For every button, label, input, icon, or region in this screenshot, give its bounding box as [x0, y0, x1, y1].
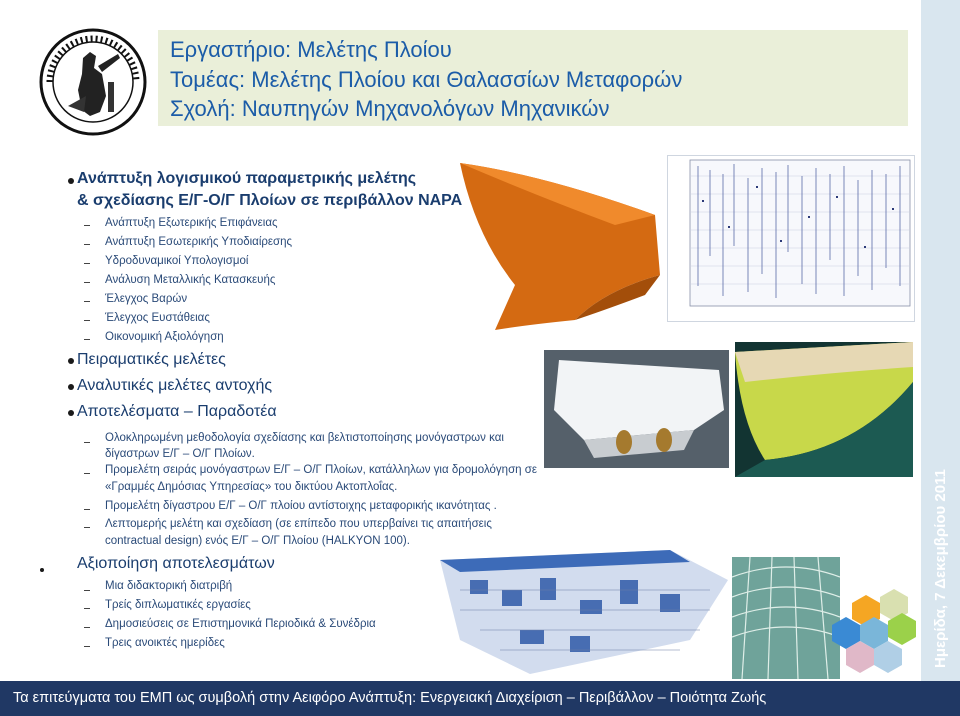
- dash: [84, 509, 90, 510]
- orange-hull-image: [455, 155, 665, 335]
- school-title: Σχολή: Ναυπηγών Μηχανολόγων Μηχανικών: [170, 96, 610, 121]
- footer-bar: [0, 681, 960, 716]
- bullet-software-1: Ανάπτυξη λογισμικού παραμετρικής μελέτης: [77, 170, 417, 187]
- bullet-exploitation: Αξιοποίηση αποτελεσμάτων: [77, 555, 275, 572]
- bullet-dot: [68, 384, 74, 390]
- sub-item: Τρείς διπλωματικές εργασίες: [105, 599, 251, 611]
- sub-item: Έλεγχος Ευστάθειας: [105, 312, 210, 324]
- sub-item-cont: contractual design) ενός Ε/Γ – Ο/Γ Πλοίου (HALKYON 100).: [105, 535, 410, 547]
- sub-item: Έλεγχος Βαρών: [105, 293, 188, 305]
- dash: [84, 339, 90, 340]
- bullet-results: Αποτελέσματα – Παραδοτέα: [77, 403, 277, 420]
- sector-title: Τομέας: Μελέτης Πλοίου και Θαλασσίων Μεταφορών: [170, 67, 683, 92]
- hexagon-emblem: [824, 585, 920, 677]
- bullet-experimental: Πειραματικές μελέτες: [77, 351, 226, 368]
- bullet-dot: [68, 358, 74, 364]
- footer-text: Τα επιτεύγματα του ΕΜΠ ως συμβολή στην Αειφόρο Ανάπτυξη: Ενεργειακή Διαχείριση – Περιβάλλον – Ποιότητα Ζωής: [13, 690, 767, 706]
- ship-structure-model: [440, 550, 730, 678]
- sub-item: Δημοσιεύσεις σε Επιστημονικά Περιοδικά & Συνέδρια: [105, 618, 376, 630]
- sub-item: Οικονομική Αξιολόγηση: [105, 331, 224, 343]
- sub-item: Ολοκληρωμένη μεθοδολογία σχεδίασης και βελτιστοποίησης μονόγαστρων και: [105, 432, 504, 444]
- dash: [84, 608, 90, 609]
- white-hull-model-photo: [544, 350, 729, 468]
- bullet-dot: [68, 178, 74, 184]
- bullet-software-2: & σχεδίασης Ε/Γ-Ο/Γ Πλοίων σε περιβάλλον ΝΑΡΑ: [77, 192, 463, 209]
- dash: [84, 244, 90, 245]
- sub-item: Προμελέτη δίγαστρου Ε/Γ – Ο/Γ πλοίου αντίστοιχης μεταφορικής ικανότητας .: [105, 500, 497, 512]
- dash: [84, 646, 90, 647]
- yellow-boat-photo: [735, 342, 913, 477]
- dash: [84, 320, 90, 321]
- sub-item: Προμελέτη σειράς μονόγαστρων Ε/Γ – Ο/Γ Πλοίων, κατάλληλων για δρομολόγηση σε: [105, 464, 537, 476]
- sub-item: Ανάπτυξη Εξωτερικής Επιφάνειας: [105, 217, 278, 229]
- dash: [84, 473, 90, 474]
- event-date: Ημερίδα, 7 Δεκεμβρίου 2011: [931, 469, 949, 668]
- sub-item: Ανάπτυξη Εσωτερικής Υποδιαίρεσης: [105, 236, 293, 248]
- lab-title: Εργαστήριο: Μελέτης Πλοίου: [170, 37, 452, 62]
- dash: [84, 527, 90, 528]
- bullet-dot: [40, 568, 44, 572]
- dash: [84, 225, 90, 226]
- bullet-dot: [68, 410, 74, 416]
- sub-item: Υδροδυναμικοί Υπολογισμοί: [105, 255, 249, 267]
- sub-item: Λεπτομερής μελέτη και σχεδίαση (σε επίπεδο που υπερβαίνει τις απαιτήσεις: [105, 518, 492, 530]
- dash: [84, 627, 90, 628]
- sub-item-cont: δίγαστρων Ε/Γ – Ο/Γ Πλοίων.: [105, 448, 255, 460]
- sub-item: Μια διδακτορική διατριβή: [105, 580, 233, 592]
- dash: [84, 301, 90, 302]
- dash: [84, 263, 90, 264]
- sub-item-cont: «Γραμμές Δημόσιας Υπηρεσίας» του δικτύου Ακτοπλοΐας.: [105, 481, 398, 493]
- bullet-strength: Αναλυτικές μελέτες αντοχής: [77, 377, 273, 394]
- optimization-scatter-plot: [667, 155, 915, 322]
- dash: [84, 442, 90, 443]
- dash: [84, 282, 90, 283]
- sub-item: Ανάλυση Μεταλλικής Κατασκευής: [105, 274, 276, 286]
- sub-item: Τρεις ανοικτές ημερίδες: [105, 637, 225, 649]
- dash: [84, 590, 90, 591]
